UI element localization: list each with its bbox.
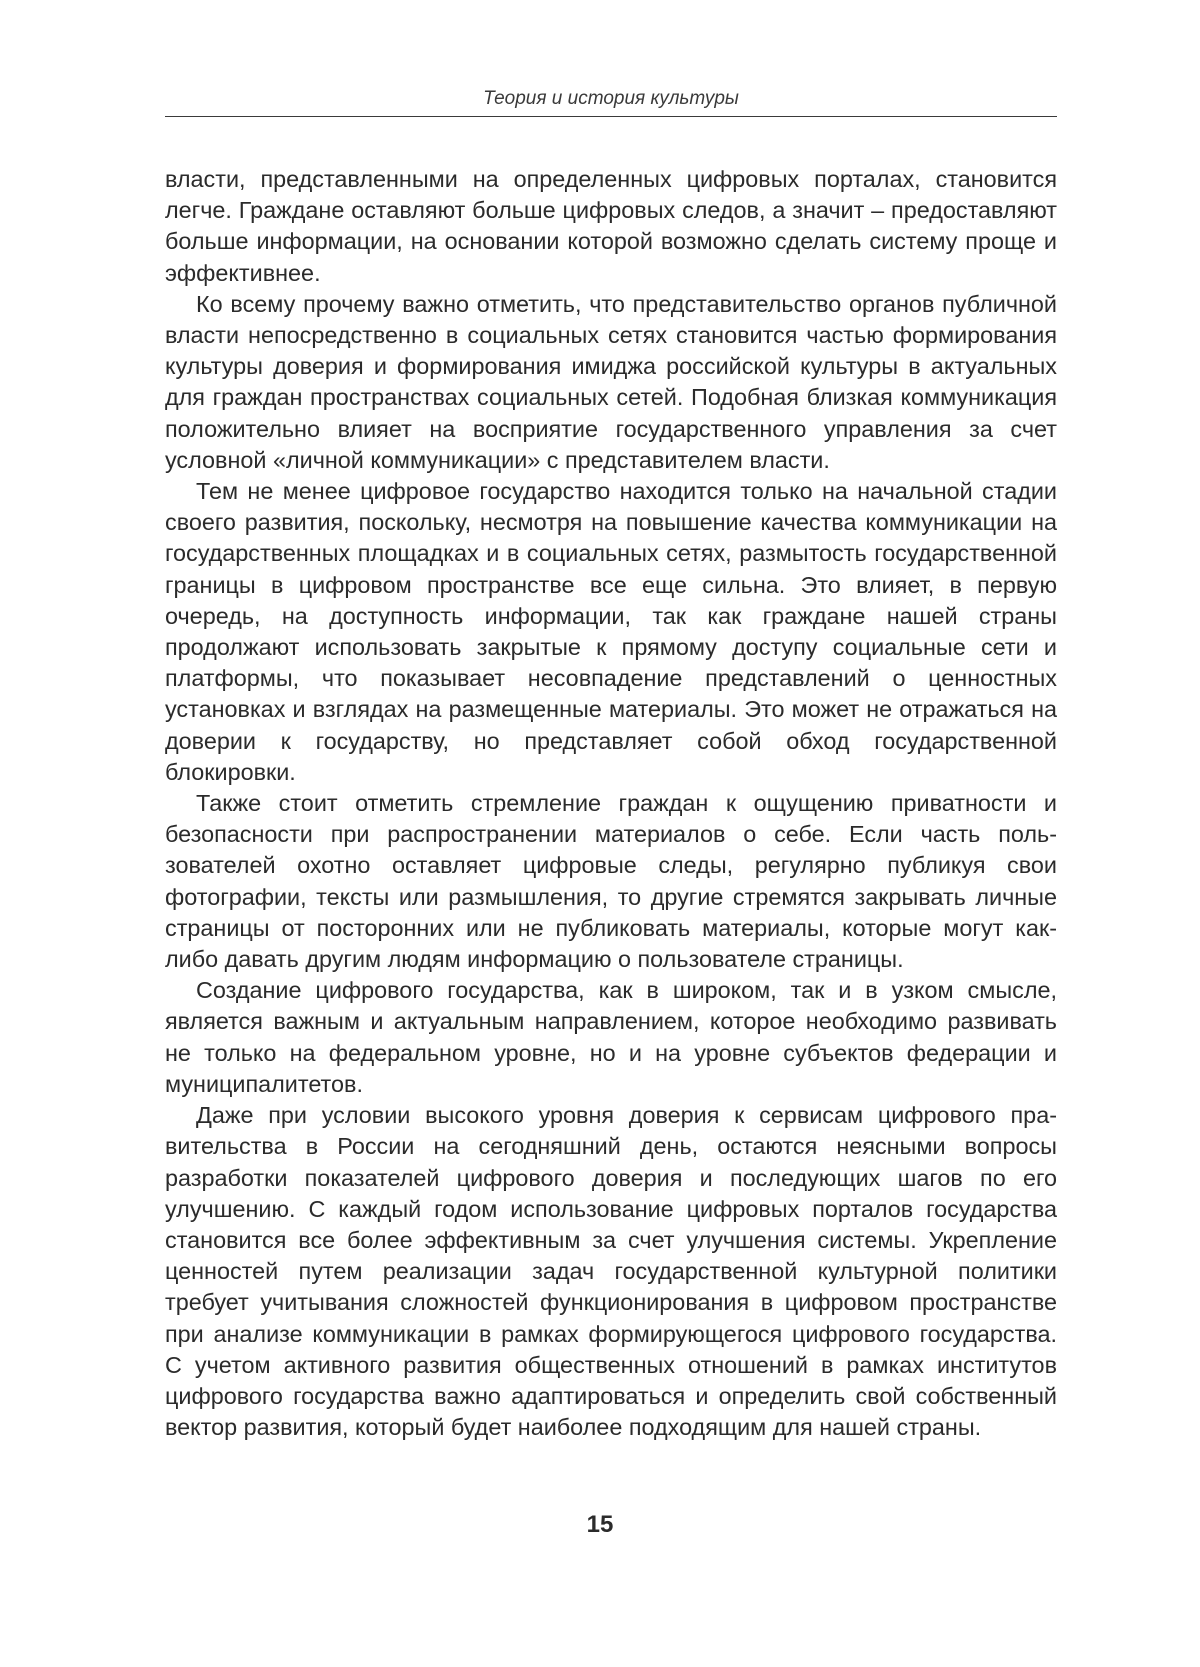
header-rule bbox=[165, 116, 1057, 117]
page-number: 15 bbox=[586, 1511, 614, 1538]
body-text bbox=[165, 164, 1057, 1443]
paragraph-2: Ко всему прочему важно отметить, что представительство органов публичной власти непосредственно в социальных сетях становится частью формирования культуры доверия и формирования имиджа российской культуры в актуальных для граждан пространствах социальных сетей. Подобная близкая коммуникация положительно влияет на восприятие государственного управления за счет условной «личной коммуникации» с представителем власти. bbox=[165, 290, 1057, 473]
paragraph-5: Создание цифрового государства, как в широком, так и в узком смысле, является важным и актуальным направлением, которое необходимо развивать не только на федеральном уровне, но и на уровне субъектов федерации и муниципалитетов. bbox=[165, 977, 1057, 1097]
running-header: Теория и история культуры bbox=[483, 88, 739, 109]
paragraph-4: Также стоит отметить стремление граждан к ощущению приватности и безопасности при распространении материалов о себе. Если часть пользователей охотно оставляет цифровые следы, регулярно публикуя свои фотографии, тексты или размышления, то другие стремятся закрывать личные страницы от посторонних или не публиковать материалы, которые могут как-либо давать другим людям информацию о пользователе страницы. bbox=[165, 790, 1057, 973]
paragraph-1: власти, представленными на определенных цифровых порталах, становится легче. Граждане оставляют больше цифровых следов, а значит – предоставляют больше информации, на основании которой возможно сделать систему проще и эффективнее. bbox=[165, 166, 1057, 286]
paragraph-6: Даже при условии высокого уровня доверия к сервисам цифрового правительства в России на сегодняшний день, остаются неясными вопросы разработки показателей цифрового доверия и последующих шагов по его улучшению. С каждый годом использование цифровых порталов государства становится все более эффективным за счет улучшения системы. Укрепление ценностей путем реализации задач государственной культурной политики требует учитывания сложностей функционирования в цифровом пространстве при анализе коммуникации в рамках формирующегося цифрового государства. С учетом активного развития общественных отношений в рамках институтов цифрового государства важно адаптироваться и определить свой собственный вектор развития, который будет наиболее подходящим для нашей страны. bbox=[165, 1102, 1057, 1441]
paragraph-3: Тем не менее цифровое государство находится только на начальной стадии своего развития, поскольку, несмотря на повышение качества коммуникации на государственных площадках и в социальных сетях, размытость государственной границы в цифровом пространстве все еще сильна. Это влияет, в первую очередь, на доступность информации, так как граждане нашей страны продолжают использовать закрытые к прямому доступу социальные сети и платформы, что показывает несовпадение представлений о ценностных установках и взглядах на размещенные материалы. Это может не отражаться на доверии к государству, но представляет собой обход государственной блокировки. bbox=[165, 478, 1057, 785]
